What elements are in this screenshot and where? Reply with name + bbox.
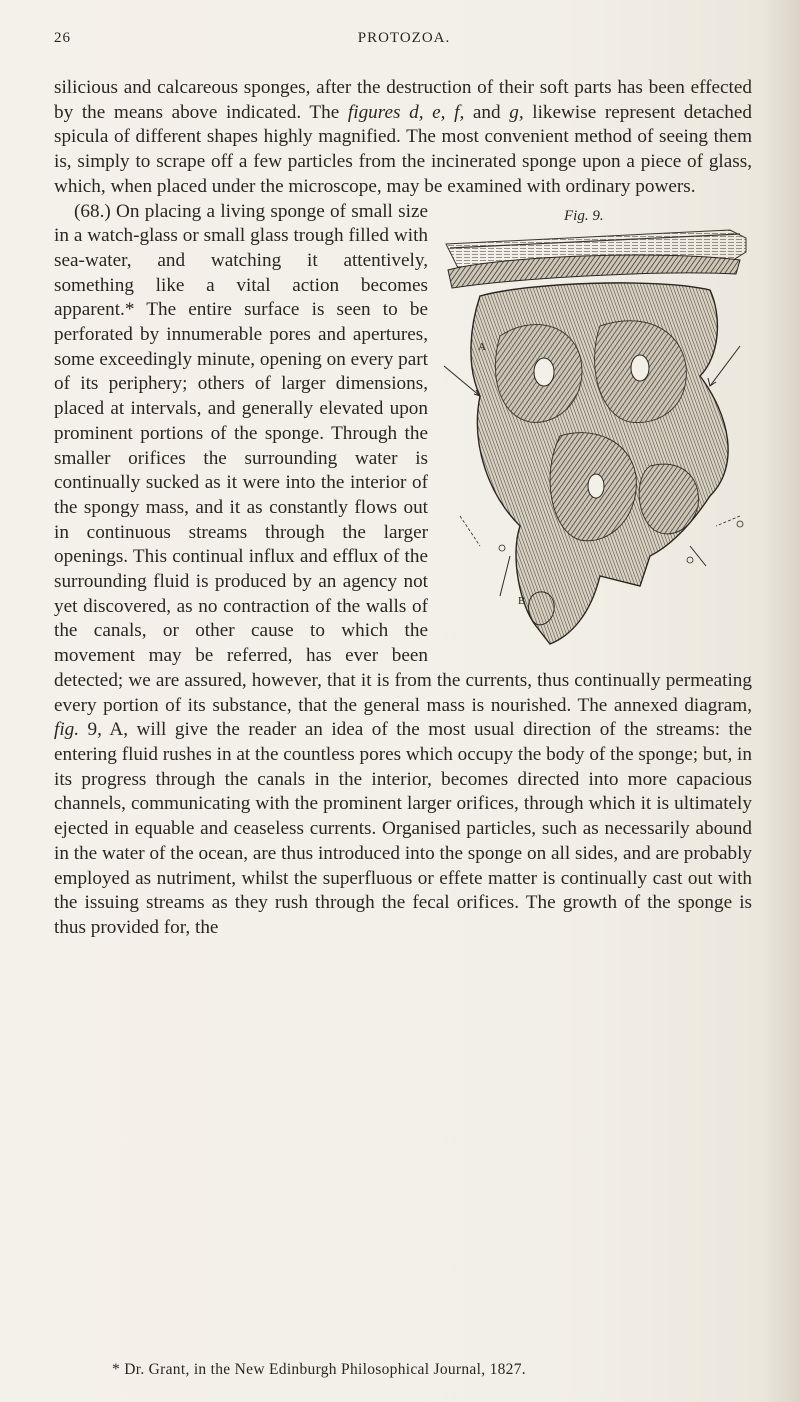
body-text bbox=[54, 76, 752, 941]
page-number: 26 bbox=[54, 30, 71, 46]
running-head: PROTOZOA. bbox=[357, 30, 451, 46]
paragraph-1: silicious and calcareous sponges, after the destruction of their soft parts has been effected by the means above indicated. The figures d, e, f, and g, likewise represent detached spicula of different shapes highly magnified. The most convenient method of seeing them is, simply to scrape off a few particles from the incinerated sponge upon a piece of glass, which, when placed under the microscope, may be examined with ordinary powers. bbox=[54, 77, 752, 197]
label-b: B bbox=[518, 594, 526, 607]
figure-caption: Fig. 9. bbox=[564, 207, 604, 224]
sponge-diagram bbox=[440, 226, 756, 652]
footnote: * Dr. Grant, in the New Edinburgh Philosophical Journal, 1827. bbox=[112, 1361, 526, 1378]
figure-9 bbox=[440, 204, 756, 652]
page-header bbox=[54, 30, 754, 54]
label-a: A bbox=[478, 340, 486, 353]
paragraph-2: (68.) On placing a living sponge of small size in a watch-glass or small glass trough filled with sea-water, and watching it attentively, something like a vital action becomes apparent.* The entire surface is seen to be perforated by innumerable pores and apertures, some exceedingly minute, opening on every part of its periphery; others of larger dimensions, placed at intervals, and generally elevated upon prominent portions of the sponge. Through the smaller orifices the surrounding water is continually sucked as it were into the interior of the spongy mass, and it as constantly flows out in continuous streams through the larger openings. This continual influx and efflux of the surrounding fluid is produced by an agency not yet discovered, as no contraction of the walls of the canals, or other cause to which the movement may be referred, has ever been detected; we are assured, however, that it is from the currents, thus continually permeating every portion of its substance, that the general mass is nourished. The annexed diagram, fig. 9, A, will give the reader an idea of the most usual direction of the streams: the entering fluid rushes in at the countless pores which occupy the body of the sponge; but, in its progress through the canals in the interior, becomes directed into more capacious channels, communicating with the prominent larger orifices, through which it is ultimately ejected in equable and ceaseless currents. Organised particles, such as necessarily abound in the water of the ocean, are thus introduced into the sponge on all sides, and are probably employed as nutriment, whilst the superfluous or effete matter is continually cast out with the issuing streams as they rush through the fecal orifices. The growth of the sponge is thus provided for, the bbox=[54, 200, 752, 938]
